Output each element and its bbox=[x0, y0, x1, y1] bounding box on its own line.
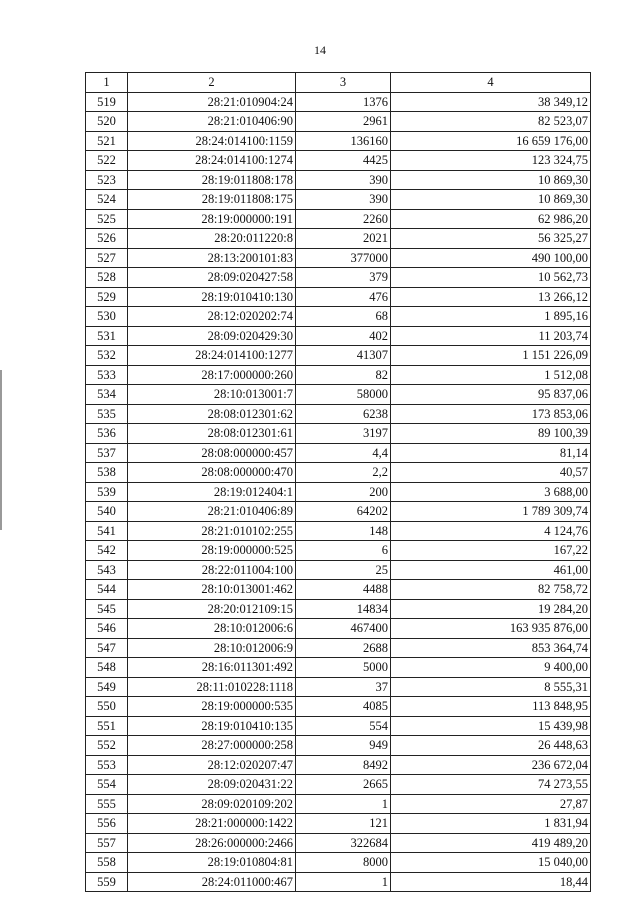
row-number: 545 bbox=[86, 599, 128, 619]
table-row bbox=[86, 424, 591, 444]
area-value: 3197 bbox=[296, 424, 391, 444]
cadastral-number: 28:24:014100:1159 bbox=[128, 131, 296, 151]
area-value: 390 bbox=[296, 170, 391, 190]
table-row bbox=[86, 209, 591, 229]
row-number: 527 bbox=[86, 248, 128, 268]
area-value: 25 bbox=[296, 560, 391, 580]
cadastral-number: 28:19:010804:81 bbox=[128, 853, 296, 873]
area-value: 121 bbox=[296, 814, 391, 834]
cadastral-number: 28:19:011808:178 bbox=[128, 170, 296, 190]
cadastral-number: 28:19:012404:1 bbox=[128, 482, 296, 502]
cadastral-number: 28:19:000000:191 bbox=[128, 209, 296, 229]
area-value: 58000 bbox=[296, 385, 391, 405]
cadastral-value: 461,00 bbox=[391, 560, 591, 580]
cadastral-number: 28:21:000000:1422 bbox=[128, 814, 296, 834]
row-number: 554 bbox=[86, 775, 128, 795]
table-row bbox=[86, 268, 591, 288]
table-row bbox=[86, 560, 591, 580]
cadastral-number: 28:19:011808:175 bbox=[128, 190, 296, 210]
cadastral-number: 28:21:010904:24 bbox=[128, 92, 296, 112]
cadastral-number: 28:08:000000:470 bbox=[128, 463, 296, 483]
cadastral-number: 28:26:000000:2466 bbox=[128, 833, 296, 853]
area-value: 4488 bbox=[296, 580, 391, 600]
cadastral-value: 40,57 bbox=[391, 463, 591, 483]
table-row bbox=[86, 736, 591, 756]
table-row bbox=[86, 697, 591, 717]
row-number: 559 bbox=[86, 872, 128, 892]
cadastral-value: 26 448,63 bbox=[391, 736, 591, 756]
cadastral-value: 1 151 226,09 bbox=[391, 346, 591, 366]
row-number: 550 bbox=[86, 697, 128, 717]
table-row bbox=[86, 619, 591, 639]
cadastral-value: 10 869,30 bbox=[391, 170, 591, 190]
area-value: 2260 bbox=[296, 209, 391, 229]
table-row bbox=[86, 833, 591, 853]
area-value: 14834 bbox=[296, 599, 391, 619]
cadastral-value: 11 203,74 bbox=[391, 326, 591, 346]
cadastral-value-table bbox=[85, 72, 591, 892]
area-value: 68 bbox=[296, 307, 391, 327]
table-row bbox=[86, 521, 591, 541]
table-row bbox=[86, 346, 591, 366]
row-number: 541 bbox=[86, 521, 128, 541]
cadastral-value: 38 349,12 bbox=[391, 92, 591, 112]
table-row bbox=[86, 677, 591, 697]
row-number: 552 bbox=[86, 736, 128, 756]
row-number: 523 bbox=[86, 170, 128, 190]
row-number: 548 bbox=[86, 658, 128, 678]
area-value: 1 bbox=[296, 794, 391, 814]
row-number: 557 bbox=[86, 833, 128, 853]
row-number: 526 bbox=[86, 229, 128, 249]
cadastral-number: 28:13:200101:83 bbox=[128, 248, 296, 268]
row-number: 528 bbox=[86, 268, 128, 288]
cadastral-value: 1 789 309,74 bbox=[391, 502, 591, 522]
row-number: 529 bbox=[86, 287, 128, 307]
cadastral-number: 28:21:010406:89 bbox=[128, 502, 296, 522]
cadastral-value: 9 400,00 bbox=[391, 658, 591, 678]
table-row bbox=[86, 755, 591, 775]
cadastral-value: 89 100,39 bbox=[391, 424, 591, 444]
cadastral-number: 28:20:011220:8 bbox=[128, 229, 296, 249]
cadastral-number: 28:09:020427:58 bbox=[128, 268, 296, 288]
area-value: 402 bbox=[296, 326, 391, 346]
area-value: 4085 bbox=[296, 697, 391, 717]
cadastral-value: 19 284,20 bbox=[391, 599, 591, 619]
row-number: 553 bbox=[86, 755, 128, 775]
cadastral-number: 28:12:020202:74 bbox=[128, 307, 296, 327]
table-row bbox=[86, 248, 591, 268]
row-number: 519 bbox=[86, 92, 128, 112]
cadastral-number: 28:09:020109:202 bbox=[128, 794, 296, 814]
row-number: 555 bbox=[86, 794, 128, 814]
cadastral-number: 28:19:010410:135 bbox=[128, 716, 296, 736]
row-number: 532 bbox=[86, 346, 128, 366]
area-value: 6 bbox=[296, 541, 391, 561]
table-row bbox=[86, 190, 591, 210]
row-number: 521 bbox=[86, 131, 128, 151]
column-header-3: 3 bbox=[296, 73, 391, 93]
cadastral-number: 28:10:013001:7 bbox=[128, 385, 296, 405]
area-value: 554 bbox=[296, 716, 391, 736]
row-number: 530 bbox=[86, 307, 128, 327]
cadastral-value: 853 364,74 bbox=[391, 638, 591, 658]
area-value: 6238 bbox=[296, 404, 391, 424]
page-number: 14 bbox=[314, 43, 326, 57]
cadastral-value: 113 848,95 bbox=[391, 697, 591, 717]
area-value: 390 bbox=[296, 190, 391, 210]
cadastral-value: 236 672,04 bbox=[391, 755, 591, 775]
cadastral-value: 62 986,20 bbox=[391, 209, 591, 229]
cadastral-number: 28:08:012301:61 bbox=[128, 424, 296, 444]
cadastral-number: 28:24:014100:1274 bbox=[128, 151, 296, 171]
area-value: 2688 bbox=[296, 638, 391, 658]
table-row bbox=[86, 502, 591, 522]
cadastral-number: 28:24:014100:1277 bbox=[128, 346, 296, 366]
table-row bbox=[86, 716, 591, 736]
cadastral-value: 82 523,07 bbox=[391, 112, 591, 132]
area-value: 2021 bbox=[296, 229, 391, 249]
row-number: 542 bbox=[86, 541, 128, 561]
row-number: 520 bbox=[86, 112, 128, 132]
area-value: 4425 bbox=[296, 151, 391, 171]
cadastral-value: 167,22 bbox=[391, 541, 591, 561]
area-value: 2,2 bbox=[296, 463, 391, 483]
table-row bbox=[86, 443, 591, 463]
table-row bbox=[86, 580, 591, 600]
cadastral-number: 28:11:010228:1118 bbox=[128, 677, 296, 697]
table-row bbox=[86, 638, 591, 658]
table-row bbox=[86, 775, 591, 795]
table-header-row bbox=[86, 73, 591, 93]
row-number: 522 bbox=[86, 151, 128, 171]
area-value: 8000 bbox=[296, 853, 391, 873]
cadastral-number: 28:09:020429:30 bbox=[128, 326, 296, 346]
row-number: 535 bbox=[86, 404, 128, 424]
area-value: 4,4 bbox=[296, 443, 391, 463]
table-row bbox=[86, 287, 591, 307]
cadastral-value: 1 895,16 bbox=[391, 307, 591, 327]
row-number: 547 bbox=[86, 638, 128, 658]
cadastral-number: 28:16:011301:492 bbox=[128, 658, 296, 678]
area-value: 2961 bbox=[296, 112, 391, 132]
table-row bbox=[86, 463, 591, 483]
table-row bbox=[86, 658, 591, 678]
row-number: 549 bbox=[86, 677, 128, 697]
table-row bbox=[86, 170, 591, 190]
cadastral-number: 28:08:012301:62 bbox=[128, 404, 296, 424]
table-row bbox=[86, 814, 591, 834]
table-row bbox=[86, 599, 591, 619]
table-row bbox=[86, 112, 591, 132]
table-row bbox=[86, 307, 591, 327]
column-header-4: 4 bbox=[391, 73, 591, 93]
row-number: 524 bbox=[86, 190, 128, 210]
cadastral-number: 28:21:010102:255 bbox=[128, 521, 296, 541]
table-row bbox=[86, 385, 591, 405]
cadastral-number: 28:24:011000:467 bbox=[128, 872, 296, 892]
cadastral-value: 8 555,31 bbox=[391, 677, 591, 697]
row-number: 536 bbox=[86, 424, 128, 444]
cadastral-value: 10 869,30 bbox=[391, 190, 591, 210]
table-row bbox=[86, 151, 591, 171]
cadastral-value: 15 040,00 bbox=[391, 853, 591, 873]
cadastral-value: 27,87 bbox=[391, 794, 591, 814]
cadastral-number: 28:19:000000:535 bbox=[128, 697, 296, 717]
cadastral-number: 28:08:000000:457 bbox=[128, 443, 296, 463]
area-value: 377000 bbox=[296, 248, 391, 268]
cadastral-value: 15 439,98 bbox=[391, 716, 591, 736]
area-value: 5000 bbox=[296, 658, 391, 678]
cadastral-value: 1 512,08 bbox=[391, 365, 591, 385]
area-value: 37 bbox=[296, 677, 391, 697]
row-number: 539 bbox=[86, 482, 128, 502]
area-value: 136160 bbox=[296, 131, 391, 151]
cadastral-number: 28:09:020431:22 bbox=[128, 775, 296, 795]
cadastral-value: 3 688,00 bbox=[391, 482, 591, 502]
area-value: 476 bbox=[296, 287, 391, 307]
table-row bbox=[86, 404, 591, 424]
table-row bbox=[86, 131, 591, 151]
column-header-2: 2 bbox=[128, 73, 296, 93]
cadastral-value: 95 837,06 bbox=[391, 385, 591, 405]
cadastral-number: 28:27:000000:258 bbox=[128, 736, 296, 756]
cadastral-number: 28:19:000000:525 bbox=[128, 541, 296, 561]
row-number: 533 bbox=[86, 365, 128, 385]
row-number: 558 bbox=[86, 853, 128, 873]
area-value: 379 bbox=[296, 268, 391, 288]
table-row bbox=[86, 229, 591, 249]
column-header-1: 1 bbox=[86, 73, 128, 93]
table-row bbox=[86, 853, 591, 873]
cadastral-value: 123 324,75 bbox=[391, 151, 591, 171]
area-value: 41307 bbox=[296, 346, 391, 366]
cadastral-value: 490 100,00 bbox=[391, 248, 591, 268]
row-number: 525 bbox=[86, 209, 128, 229]
cadastral-number: 28:17:000000:260 bbox=[128, 365, 296, 385]
table-row bbox=[86, 365, 591, 385]
table-row bbox=[86, 482, 591, 502]
table-row bbox=[86, 872, 591, 892]
table-body bbox=[86, 92, 591, 892]
row-number: 544 bbox=[86, 580, 128, 600]
row-number: 531 bbox=[86, 326, 128, 346]
row-number: 556 bbox=[86, 814, 128, 834]
area-value: 148 bbox=[296, 521, 391, 541]
cadastral-number: 28:19:010410:130 bbox=[128, 287, 296, 307]
cadastral-value: 74 273,55 bbox=[391, 775, 591, 795]
area-value: 1376 bbox=[296, 92, 391, 112]
cadastral-value: 16 659 176,00 bbox=[391, 131, 591, 151]
row-number: 538 bbox=[86, 463, 128, 483]
cadastral-value: 10 562,73 bbox=[391, 268, 591, 288]
table-row bbox=[86, 326, 591, 346]
cadastral-value: 18,44 bbox=[391, 872, 591, 892]
row-number: 546 bbox=[86, 619, 128, 639]
cadastral-value: 81,14 bbox=[391, 443, 591, 463]
cadastral-number: 28:10:012006:9 bbox=[128, 638, 296, 658]
table-row bbox=[86, 541, 591, 561]
cadastral-number: 28:21:010406:90 bbox=[128, 112, 296, 132]
row-number: 551 bbox=[86, 716, 128, 736]
area-value: 467400 bbox=[296, 619, 391, 639]
cadastral-number: 28:20:012109:15 bbox=[128, 599, 296, 619]
area-value: 200 bbox=[296, 482, 391, 502]
cadastral-value: 163 935 876,00 bbox=[391, 619, 591, 639]
table-row bbox=[86, 92, 591, 112]
table-row bbox=[86, 794, 591, 814]
area-value: 1 bbox=[296, 872, 391, 892]
cadastral-number: 28:10:012006:6 bbox=[128, 619, 296, 639]
cadastral-value: 173 853,06 bbox=[391, 404, 591, 424]
row-number: 534 bbox=[86, 385, 128, 405]
area-value: 949 bbox=[296, 736, 391, 756]
cadastral-value: 4 124,76 bbox=[391, 521, 591, 541]
area-value: 2665 bbox=[296, 775, 391, 795]
cadastral-value: 1 831,94 bbox=[391, 814, 591, 834]
row-number: 543 bbox=[86, 560, 128, 580]
cadastral-value: 13 266,12 bbox=[391, 287, 591, 307]
area-value: 64202 bbox=[296, 502, 391, 522]
cadastral-number: 28:10:013001:462 bbox=[128, 580, 296, 600]
row-number: 540 bbox=[86, 502, 128, 522]
area-value: 322684 bbox=[296, 833, 391, 853]
row-number: 537 bbox=[86, 443, 128, 463]
cadastral-number: 28:12:020207:47 bbox=[128, 755, 296, 775]
cadastral-number: 28:22:011004:100 bbox=[128, 560, 296, 580]
cadastral-value: 419 489,20 bbox=[391, 833, 591, 853]
area-value: 8492 bbox=[296, 755, 391, 775]
cadastral-value: 56 325,27 bbox=[391, 229, 591, 249]
area-value: 82 bbox=[296, 365, 391, 385]
cadastral-value: 82 758,72 bbox=[391, 580, 591, 600]
scan-edge-mark bbox=[0, 370, 2, 530]
